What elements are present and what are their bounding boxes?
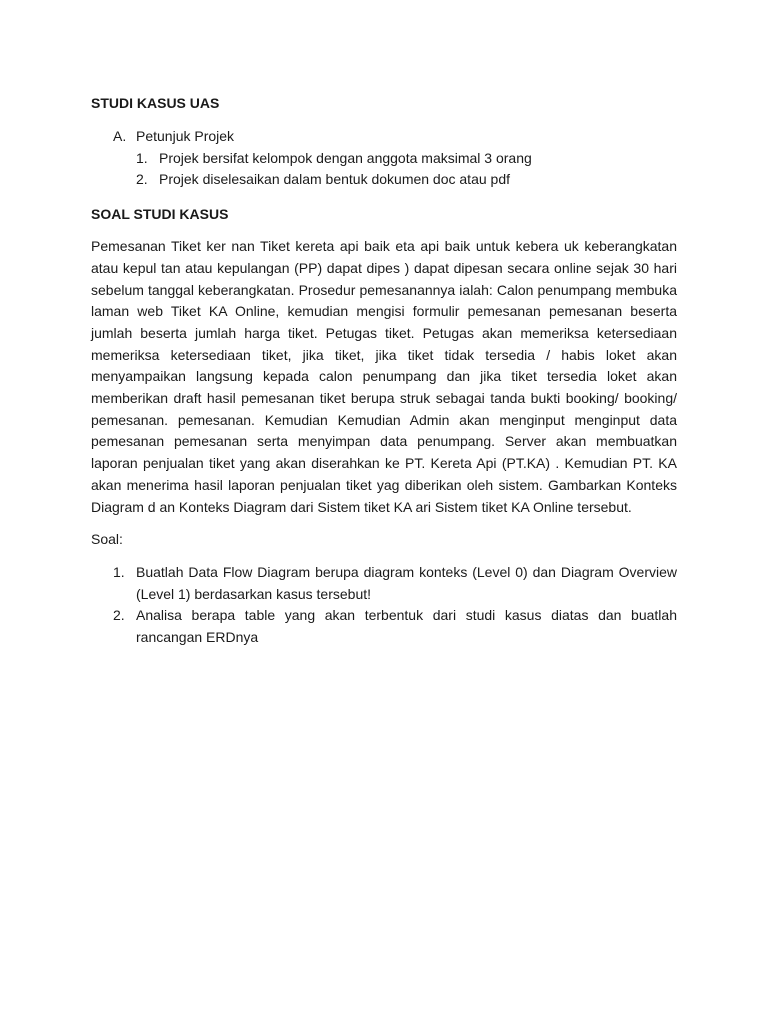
- question-text: Buatlah Data Flow Diagram berupa diagram konteks (Level 0) dan Diagram Overview (Level 1) berdasarkan kasus tersebut!: [136, 563, 677, 602]
- document-body: [91, 94, 677, 649]
- instructions-sublist: [136, 148, 677, 191]
- section-a-item: [91, 126, 677, 191]
- list-marker: A.: [113, 128, 127, 144]
- list-marker: 1.: [136, 149, 148, 166]
- list-item-text: Projek diselesaikan dalam bentuk dokumen doc atau pdf: [159, 171, 510, 188]
- soal-label: Soal:: [91, 531, 123, 548]
- document-title: STUDI KASUS UAS: [91, 95, 220, 111]
- questions-list: [91, 562, 677, 649]
- list-marker: 1.: [113, 563, 125, 580]
- list-item-text: Projek bersifat kelompok dengan anggota maksimal 3 orang: [159, 149, 532, 166]
- list-item: [91, 148, 677, 170]
- list-marker: 2.: [113, 607, 125, 624]
- case-heading: SOAL STUDI KASUS: [91, 206, 229, 223]
- list-item: [91, 169, 677, 191]
- instructions-list: [91, 126, 677, 191]
- case-paragraph: Pemesanan Tiket ker nan Tiket kereta api baik eta api baik untuk kebera uk keberangkatan atau kepul tan atau kepulangan (PP) dapat dipes ) dapat dipesan secara online sejak 30 hari sebelum tanggal keberangkatan. Prosedur pemesanannya ialah: Calon penumpang membuka laman web Tiket KA Online, kemudian mengisi formulir pemesanan pemesanan beserta jumlah beserta jumlah harga tiket. Petugas tiket. Petugas akan memeriksa ketersediaan memeriksa ketersediaan tiket, jika tiket, jika tiket tidak tersedia / habis loket akan menyampaikan langsung kepada calon penumpang dan jika tiket tersedia loket akan memberikan draft hasil pemesanan tiket berupa struk sebagai tanda bukti booking/ booking/ pemesanan. pemesanan. Kemudian Kemudian Admin akan menginput menginput data pemesanan pemesanan serta menyimpan data penumpang. Server akan membuatkan laporan penjualan tiket yang akan diserahkan ke PT. Kereta Api (PT.KA) . Kemudian PT. KA akan menerima hasil laporan penjualan tiket yag diberikan oleh sistem. Gambarkan Konteks Diagram d an Konteks Diagram dari Sistem tiket KA ari Sistem tiket KA Online tersebut.: [91, 238, 677, 515]
- section-a-label: Petunjuk Projek: [136, 128, 235, 144]
- list-marker: 2.: [136, 171, 148, 188]
- question-item: [91, 562, 677, 605]
- question-text: Analisa berapa table yang akan terbentuk dari studi kasus diatas dan buatlah rancangan ERDnya: [136, 607, 677, 646]
- question-item: [91, 605, 677, 648]
